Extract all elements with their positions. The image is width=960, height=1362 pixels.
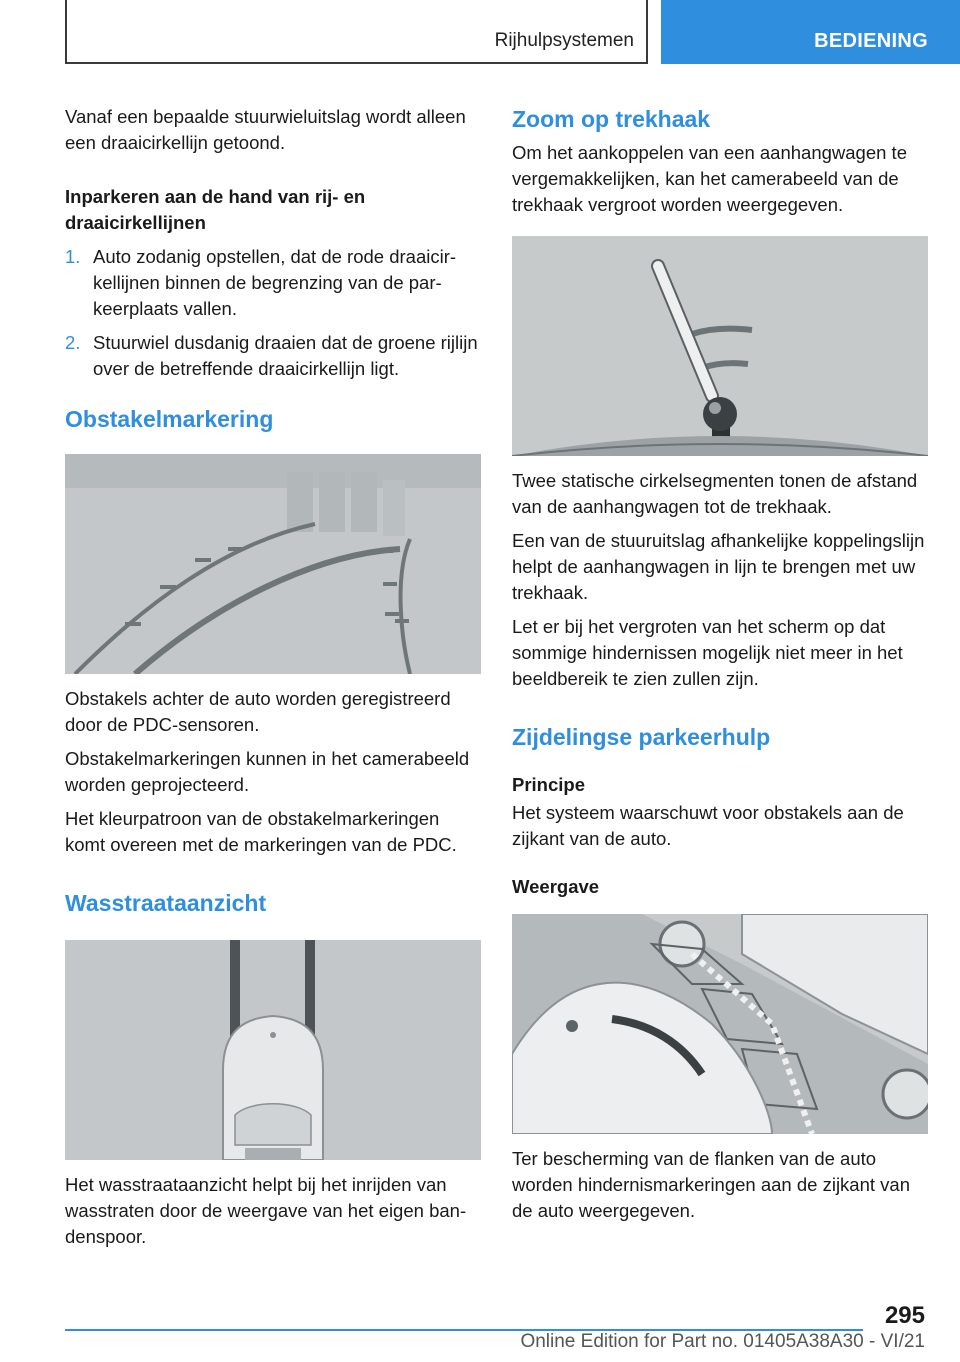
- heading-zijdelingse-parkeerhulp: Zijdelingse parkeerhulp: [512, 724, 771, 750]
- subheading-weergave: Weergave: [512, 876, 600, 897]
- header-frame: [65, 0, 648, 64]
- weergave-paragraph: Ter bescherming van de flanken van de auto worden hindernismarkeringen aan de zijkant van de auto weergegeven.: [512, 1148, 910, 1221]
- towbar-zoom-figure: [512, 236, 928, 456]
- obstakel-paragraph: Obstakelmarkeringen kunnen in het camerabeeld worden geprojecteerd.: [65, 748, 470, 795]
- zoom-paragraph: Een van de stuuruitslag afhankelijke koppelingslijn helpt de aanhangwagen in lijn te brengen met uw trekhaak.: [512, 530, 925, 603]
- step-text: Stuurwiel dusdanig draaien dat de groene rijlijn over de betreffende draaicirkellijn ligt.: [93, 332, 478, 379]
- zoom-paragraph: Let er bij het vergroten van het scherm op dat sommige hindernissen mogelijk niet meer in het beeldbereik te zien zullen zijn.: [512, 616, 903, 689]
- obstakel-paragraph: Obstakels achter de auto worden geregistreerd door de PDC-sensoren.: [65, 688, 451, 735]
- heading-wasstraataanzicht: Wasstraataanzicht: [65, 890, 267, 916]
- side-parking-assist-figure: [512, 914, 928, 1134]
- steps-list: [65, 244, 481, 382]
- wasstraat-paragraph: Het wasstraataanzicht helpt bij het inrijden van wasstraten door de weergave van het eigen bandenspoor.: [65, 1174, 467, 1247]
- zoom-paragraph: Om het aankoppelen van een aanhangwagen te vergemakkelijken, kan het camerabeeld van de trekhaak vergroot worden weergegeven.: [512, 142, 907, 215]
- intro-paragraph: Vanaf een bepaalde stuurwieluitslag wordt alleen een draaicirkellijn getoond.: [65, 106, 466, 153]
- principe-paragraph: Het systeem waarschuwt voor obstakels aan de zijkant van de auto.: [512, 802, 904, 849]
- zoom-paragraph: Twee statische cirkelsegmenten tonen de afstand van de aanhangwagen tot de trekhaak.: [512, 470, 918, 517]
- step-text: Auto zodanig opstellen, dat de rode draaicirkellijnen binnen de begrenzing van de parkeerplaats vallen.: [93, 246, 457, 319]
- right-column: [512, 104, 928, 1224]
- step-item: [65, 330, 481, 382]
- subheading-inparkeren: Inparkeren aan de hand van rij- en draaicirkellijnen: [65, 186, 366, 233]
- obstakel-paragraph: Het kleurpatroon van de obstakelmarkeringen komt overeen met de markeringen van de PDC.: [65, 808, 457, 855]
- left-column: [65, 104, 481, 1250]
- step-number: 2.: [65, 332, 81, 353]
- section-title: Rijhulpsystemen: [494, 30, 634, 51]
- step-number: 1.: [65, 246, 81, 267]
- chapter-tab-label: BEDIENING: [814, 30, 928, 52]
- heading-obstakelmarkering: Obstakelmarkering: [65, 406, 274, 432]
- edition-footer: Online Edition for Part no. 01405A38A30 - VI/21: [520, 1331, 925, 1352]
- car-wash-view-figure: [65, 940, 481, 1160]
- step-item: [65, 244, 481, 322]
- page-number: 295: [884, 1302, 925, 1329]
- subheading-principe: Principe: [512, 774, 585, 795]
- obstacle-marking-figure: [65, 454, 481, 674]
- heading-zoom-op-trekhaak: Zoom op trekhaak: [512, 106, 711, 132]
- chapter-tab: [661, 0, 960, 64]
